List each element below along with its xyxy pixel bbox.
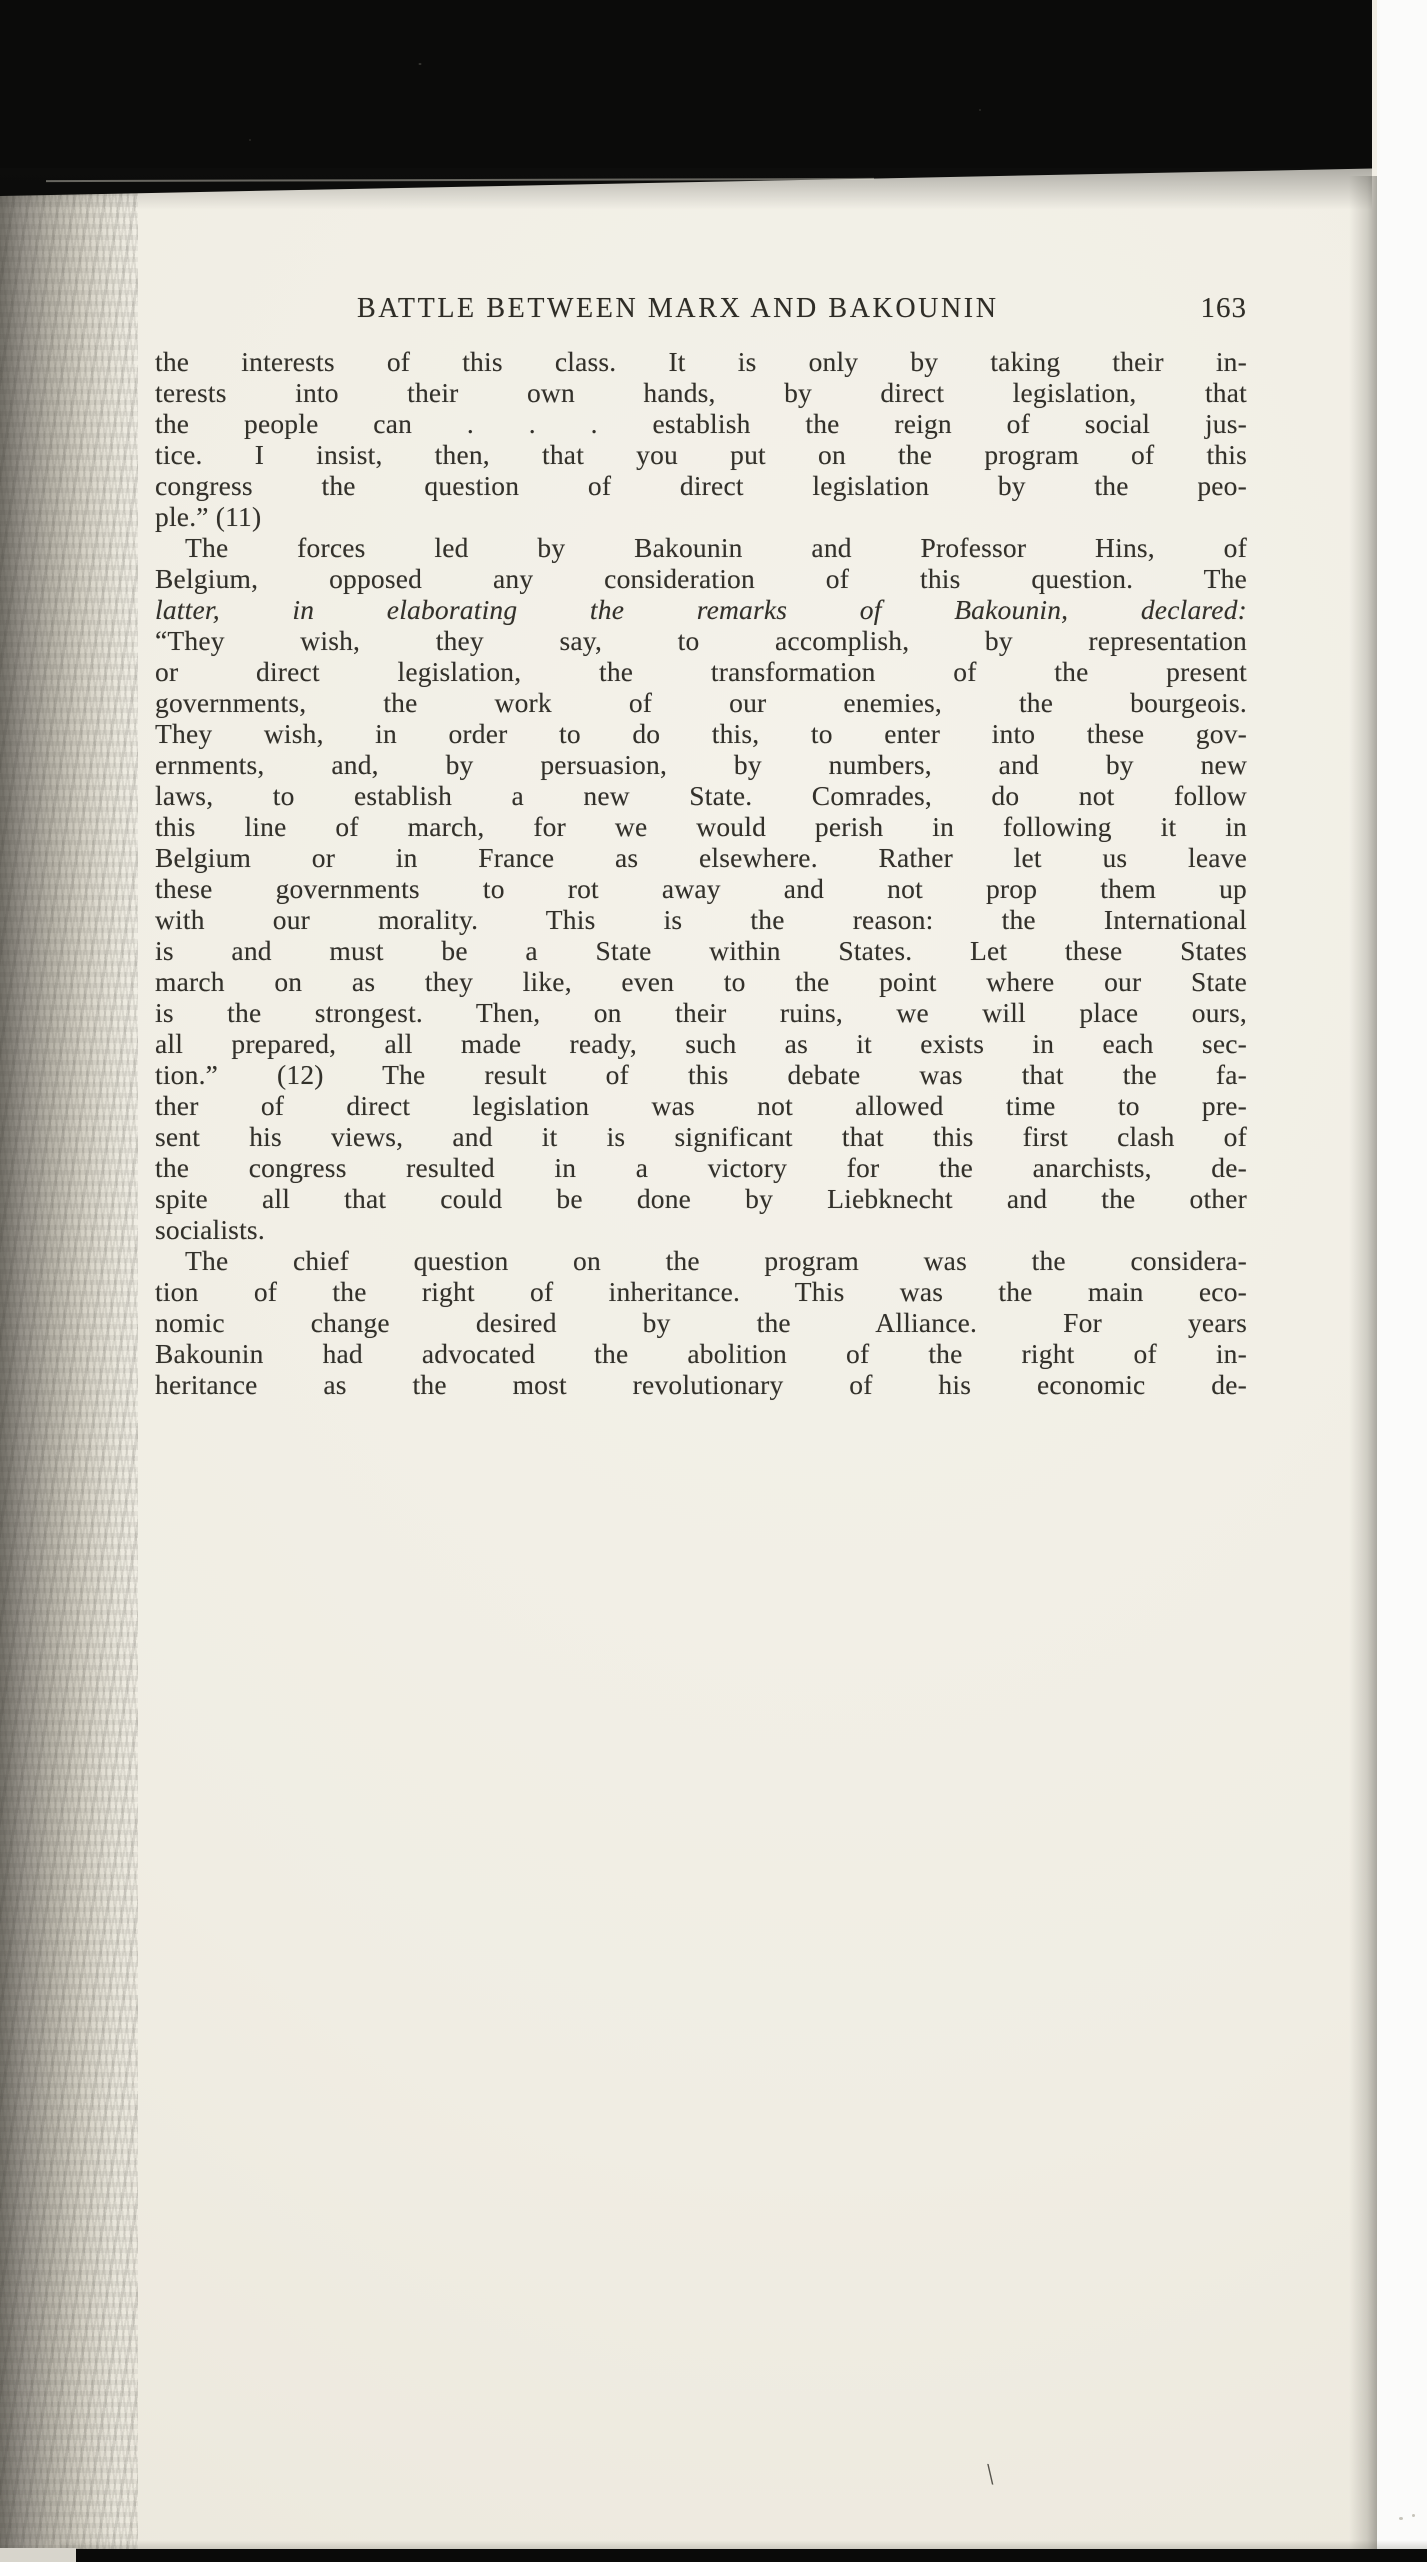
body-text	[155, 346, 1247, 1400]
text-line: ther of direct legislation was not allowed time to pre-	[155, 1090, 1247, 1121]
page-left-edge-texture	[0, 180, 138, 2550]
text-line: nomic change desired by the Alliance. For years	[155, 1307, 1247, 1338]
text-line: latter, in elaborating the remarks of Bakounin, declared:	[155, 594, 1247, 625]
scan-speck	[1399, 2517, 1403, 2520]
text-line: these governments to rot away and not prop them up	[155, 873, 1247, 904]
scanner-black-band-bottom	[76, 2549, 1427, 2562]
text-line: The forces led by Bakounin and Professor Hins, of	[185, 532, 1247, 563]
text-line: this line of march, for we would perish in following it in	[155, 811, 1247, 842]
text-line: ernments, and, by persuasion, by numbers, and by new	[155, 749, 1247, 780]
page-number: 163	[1200, 292, 1247, 324]
text-line: congress the question of direct legislation by the peo-	[155, 470, 1247, 501]
text-line: heritance as the most revolutionary of his economic de-	[155, 1369, 1247, 1400]
text-line: the people can . . . establish the reign of social jus-	[155, 408, 1247, 439]
text-line: They wish, in order to do this, to enter into these gov-	[155, 718, 1247, 749]
text-line: sent his views, and it is significant that this first clash of	[155, 1121, 1247, 1152]
text-line: socialists.	[155, 1214, 265, 1245]
text-line: march on as they like, even to the point where our State	[155, 966, 1247, 997]
header-title: BATTLE BETWEEN MARX AND BAKOUNIN	[356, 293, 999, 324]
text-line: the congress resulted in a victory for the anarchists, de-	[155, 1152, 1247, 1183]
scanner-margin-right	[1377, 0, 1427, 2562]
scan-bottom-shadow	[60, 2540, 1427, 2549]
text-line: laws, to establish a new State. Comrades, do not follow	[155, 780, 1247, 811]
scan-speck	[1412, 2514, 1415, 2517]
running-header	[155, 292, 1247, 325]
text-line: tice. I insist, then, that you put on the program of this	[155, 439, 1247, 470]
text-line: ple.” (11)	[155, 501, 262, 532]
page-right-edge-shadow	[1349, 176, 1377, 2552]
text-line: all prepared, all made ready, such as it exists in each sec-	[155, 1028, 1247, 1059]
text-line: with our morality. This is the reason: the International	[155, 904, 1247, 935]
text-line: terests into their own hands, by direct legislation, that	[155, 377, 1247, 408]
text-line: The chief question on the program was the considera-	[185, 1245, 1247, 1276]
text-line: is the strongest. Then, on their ruins, we will place ours,	[155, 997, 1247, 1028]
text-line: Bakounin had advocated the abolition of the right of in-	[155, 1338, 1247, 1369]
text-line: “They wish, they say, to accomplish, by representation	[155, 625, 1247, 656]
text-line: Belgium or in France as elsewhere. Rather let us leave	[155, 842, 1247, 873]
text-line: is and must be a State within States. Let these States	[155, 935, 1247, 966]
stray-pen-mark: \	[984, 2457, 997, 2492]
text-line: spite all that could be done by Liebknecht and the other	[155, 1183, 1247, 1214]
text-line: tion of the right of inheritance. This was the main eco-	[155, 1276, 1247, 1307]
text-line: the interests of this class. It is only by taking their in-	[155, 346, 1247, 377]
text-line: governments, the work of our enemies, the bourgeois.	[155, 687, 1247, 718]
text-line: tion.” (12) The result of this debate was that the fa-	[155, 1059, 1247, 1090]
text-line: or direct legislation, the transformation of the present	[155, 656, 1247, 687]
scan-bottom-left-edge	[0, 2548, 76, 2562]
text-line: Belgium, opposed any consideration of this question. The	[155, 563, 1247, 594]
scanner-black-band-top	[0, 0, 1372, 196]
